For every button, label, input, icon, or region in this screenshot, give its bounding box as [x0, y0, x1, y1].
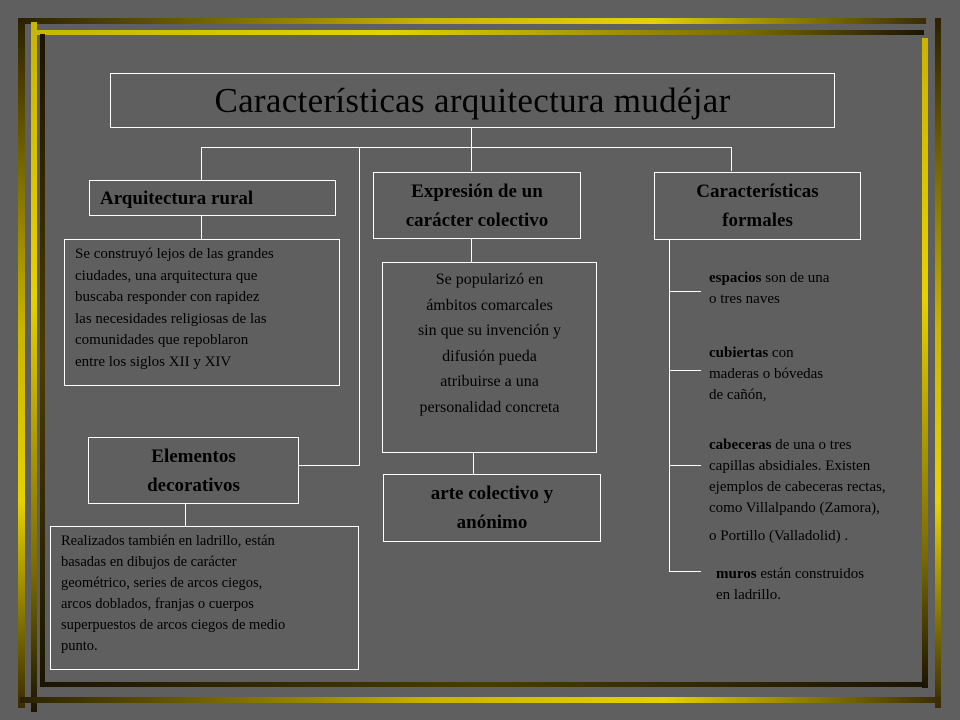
text-line: arcos doblados, franjas o cuerpos	[61, 596, 254, 612]
frame-left-bar-outer	[18, 18, 25, 708]
heading-line: Características	[696, 181, 819, 202]
connector-formales-item-4	[669, 571, 701, 572]
text-line: ciudades, una arquitectura que	[75, 267, 258, 284]
frame-bottom-bar-outer	[20, 697, 940, 703]
item-keyword: espacios	[709, 270, 762, 286]
heading-line: carácter colectivo	[405, 209, 549, 231]
text-line: ámbitos comarcales	[426, 296, 553, 314]
heading-line: formales	[722, 210, 793, 231]
text-line: buscaba responder con rapidez	[75, 289, 260, 305]
text-line: Se popularizó en	[435, 271, 544, 288]
item-text: son de una	[761, 270, 830, 286]
heading-line: Expresión de un	[411, 180, 543, 202]
connector-formales-item-2	[669, 370, 701, 371]
colectivo-result	[383, 474, 601, 542]
text-line: basadas en dibujos de carácter	[61, 554, 237, 570]
connector-vertical-decorativos	[359, 147, 360, 465]
connector-to-rural	[201, 147, 202, 180]
frame-left-bar-dark	[40, 34, 45, 684]
item-line: o tres naves	[709, 291, 780, 307]
item-line: como Villalpando (Zamora),	[709, 500, 880, 516]
frame-bottom-bar-dark	[40, 682, 925, 687]
item-text: están construidos	[756, 566, 865, 582]
item-line: de cañón,	[709, 387, 767, 403]
text-line: Realizados también en ladrillo, están	[61, 533, 275, 549]
formales-item-cabeceras	[709, 435, 934, 547]
item-line: ejemplos de cabeceras rectas,	[709, 479, 886, 495]
connector-to-decorativos	[298, 465, 360, 466]
text-line: atribuirse a una	[440, 373, 539, 390]
heading-line: decorativos	[147, 474, 240, 496]
result-line: arte colectivo y	[430, 483, 554, 504]
diagram-title: Características arquitectura mudéjar	[110, 73, 835, 128]
text-line: personalidad concreta	[419, 398, 560, 416]
formales-item-espacios	[709, 268, 909, 310]
frame-top-bar-inner	[32, 30, 924, 35]
connector-colectivo-desc	[471, 238, 472, 263]
connector-to-colectivo	[471, 147, 472, 171]
text-line: punto.	[61, 638, 98, 654]
item-line: maderas o bóvedas	[709, 366, 824, 382]
frame-right-bar-inner	[922, 38, 928, 688]
text-line: geométrico, series de arcos ciegos,	[61, 575, 263, 591]
item-line	[716, 564, 916, 585]
text-line: sin que su invención y	[417, 322, 562, 339]
colectivo-description	[382, 262, 597, 453]
item-line	[709, 343, 909, 364]
heading-line: Elementos	[151, 445, 236, 467]
item-line: en ladrillo.	[716, 587, 781, 603]
connector-formales-item-3	[669, 465, 701, 466]
decorativos-heading	[88, 437, 299, 504]
frame-right-bar-outer	[935, 18, 941, 708]
item-keyword: cabeceras	[709, 437, 772, 453]
text-line: las necesidades religiosas de las	[75, 310, 267, 327]
item-text: de una o tres	[771, 437, 852, 453]
frame-left-bar-inner	[31, 22, 37, 712]
formales-heading	[654, 172, 861, 240]
connector-decorativos-desc	[185, 503, 186, 527]
text-line: superpuestos de arcos ciegos de medio	[61, 617, 286, 633]
formales-item-cubiertas	[709, 343, 909, 406]
rural-heading: Arquitectura rural	[89, 180, 336, 216]
connector-formales-trunk	[669, 240, 670, 572]
connector-title-down	[471, 128, 472, 148]
colectivo-heading	[373, 172, 581, 239]
item-line	[709, 435, 934, 456]
item-line: o Portillo (Valladolid) .	[709, 528, 849, 544]
item-text: con	[768, 345, 794, 361]
connector-rural-desc	[201, 215, 202, 240]
text-line: entre los siglos XII y XIV	[75, 353, 232, 370]
connector-colectivo-result	[473, 452, 474, 474]
item-line: capillas absidiales. Existen	[709, 458, 871, 474]
formales-item-muros	[716, 564, 916, 606]
text-line: comunidades que repoblaron	[75, 332, 249, 348]
text-line: Se construyó lejos de las grandes	[75, 246, 274, 262]
connector-formales-item-1	[669, 291, 701, 292]
item-line	[709, 268, 909, 289]
item-keyword: cubiertas	[709, 345, 769, 361]
result-line: anónimo	[456, 512, 528, 533]
connector-horizontal-top	[201, 147, 732, 148]
decorativos-description	[50, 526, 359, 670]
item-keyword: muros	[716, 566, 757, 582]
connector-to-formales	[731, 147, 732, 171]
frame-top-bar-outer	[18, 18, 926, 24]
text-line: difusión pueda	[442, 347, 537, 365]
rural-description	[64, 239, 340, 386]
